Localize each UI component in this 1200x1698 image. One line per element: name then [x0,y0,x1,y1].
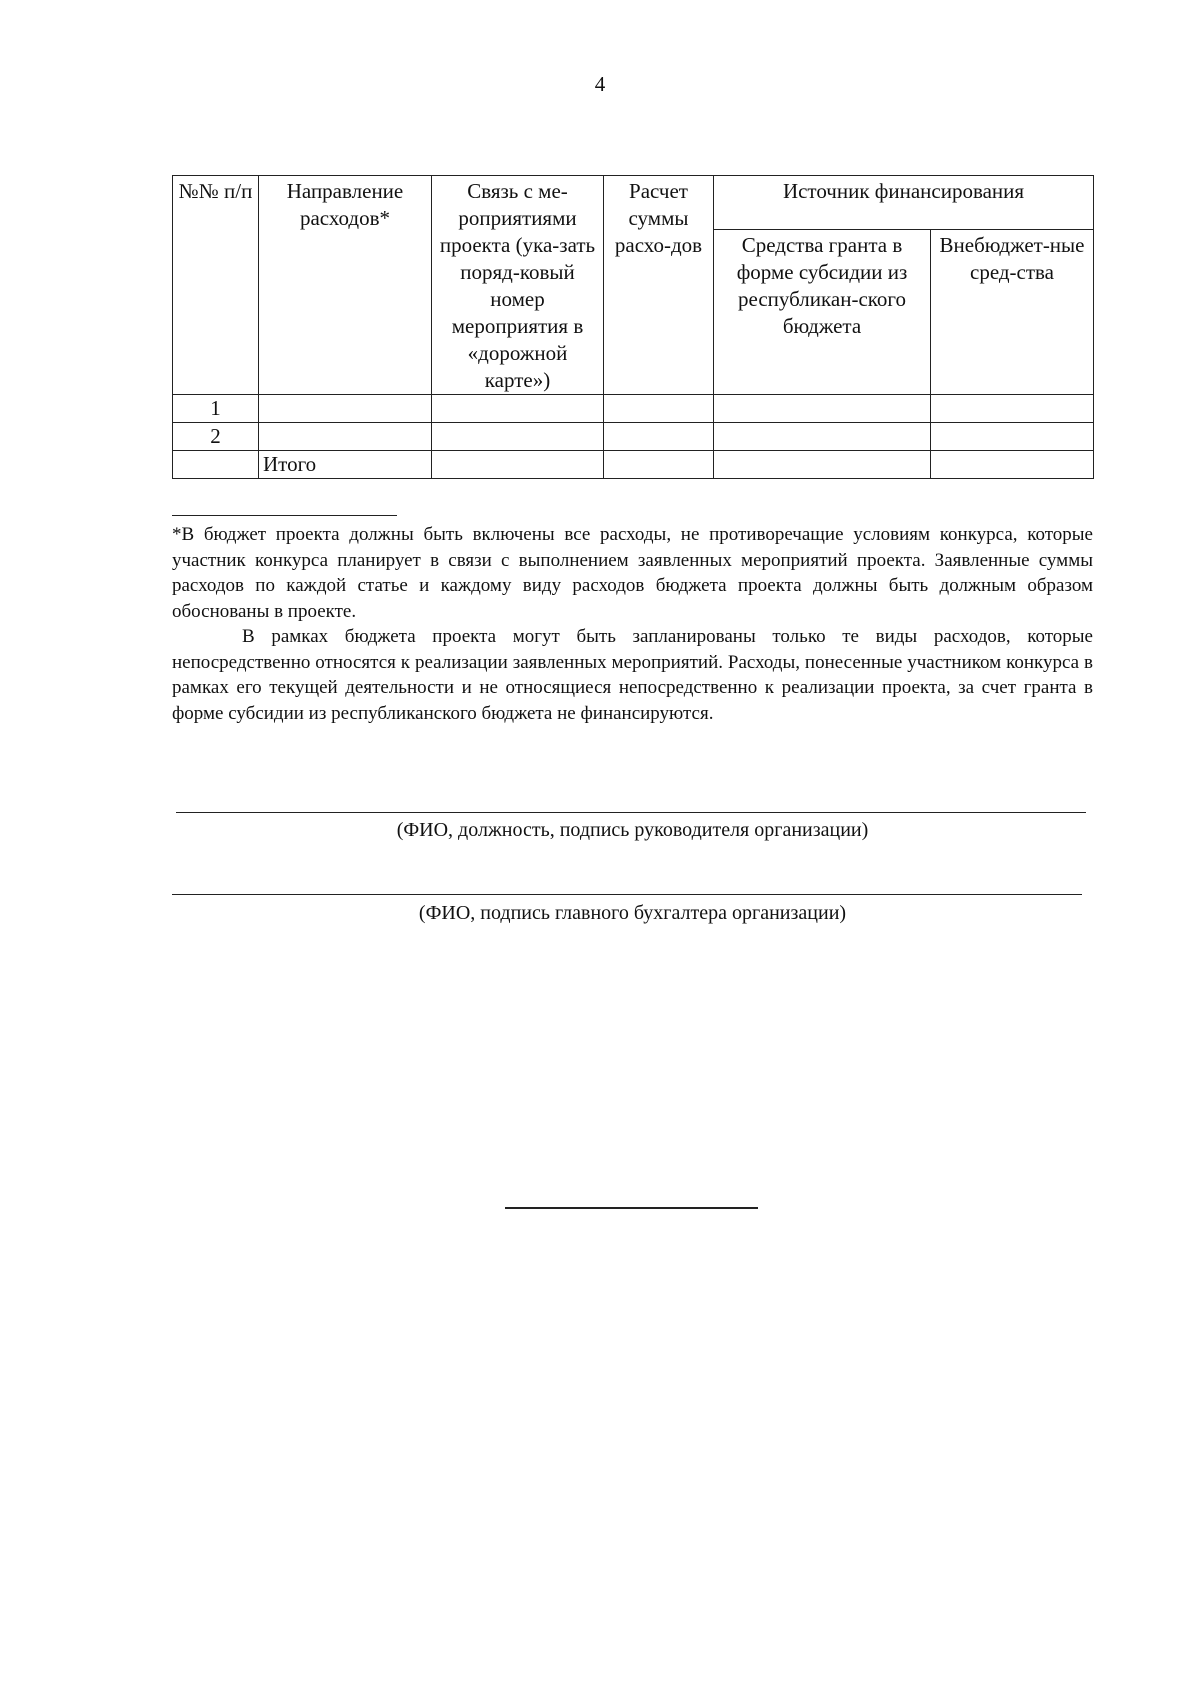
table-row-total [173,451,1094,479]
header-direction: Направление расходов* [259,176,432,395]
cell-number: 1 [173,395,259,423]
cell-link [432,395,604,423]
footnote [172,522,1093,726]
header-funding-source: Источник финансирования [714,176,1094,230]
cell-extra [931,423,1094,451]
cell-grant [714,395,931,423]
head-signature-caption: (ФИО, должность, подпись руководителя организации) [396,819,869,841]
cell-number [173,451,259,479]
header-calculation: Расчет суммы расхо-дов [604,176,714,395]
cell-grant [714,451,931,479]
cell-calculation [604,395,714,423]
footnote-paragraph-2: В рамках бюджета проекта могут быть запланированы только те виды расходов, которые непосредственно относятся к реализации заявленных мероприятий. Расходы, понесенные участником конкурса в рамках его текущей деятельности и не относящиеся непосредственно к реализации проекта, за счет гранта в форме субсидии из республиканского бюджета не финансируются. [172,626,1093,724]
cell-grant [714,423,931,451]
table-row [173,423,1094,451]
cell-link [432,451,604,479]
header-number: №№ п/п [173,176,259,395]
accountant-signature-caption: (ФИО, подпись главного бухгалтера организации) [418,902,847,924]
cell-number: 2 [173,423,259,451]
table-row [173,395,1094,423]
footnote-paragraph-1: *В бюджет проекта должны быть включены все расходы, не противоречащие условиям конкурса, которые участник конкурса планирует в связи с выполнением заявленных мероприятий проекта. Заявленные суммы расходов по каждой статье и каждому виду расходов бюджета проекта должны быть должным образом обоснованы в проекте. [172,524,1093,622]
page-number: 4 [594,72,606,96]
footnote-divider [172,515,397,516]
cell-direction [259,395,432,423]
cell-extra [931,451,1094,479]
header-extrabudgetary-funds: Внебюджет-ные сред-ства [931,230,1094,395]
cell-calculation [604,423,714,451]
accountant-signature-line [172,894,1082,895]
cell-link [432,423,604,451]
cell-total-label: Итого [259,451,432,479]
document-end-divider [505,1207,758,1209]
cell-extra [931,395,1094,423]
header-link: Связь с ме-роприятиями проекта (ука-зать поряд-ковый номер мероприятия в «дорожной карте») [432,176,604,395]
head-signature-line [176,812,1086,813]
cell-calculation [604,451,714,479]
cell-direction [259,423,432,451]
budget-table [172,175,1094,479]
header-grant-funds: Средства гранта в форме субсидии из республикан-ского бюджета [714,230,931,395]
